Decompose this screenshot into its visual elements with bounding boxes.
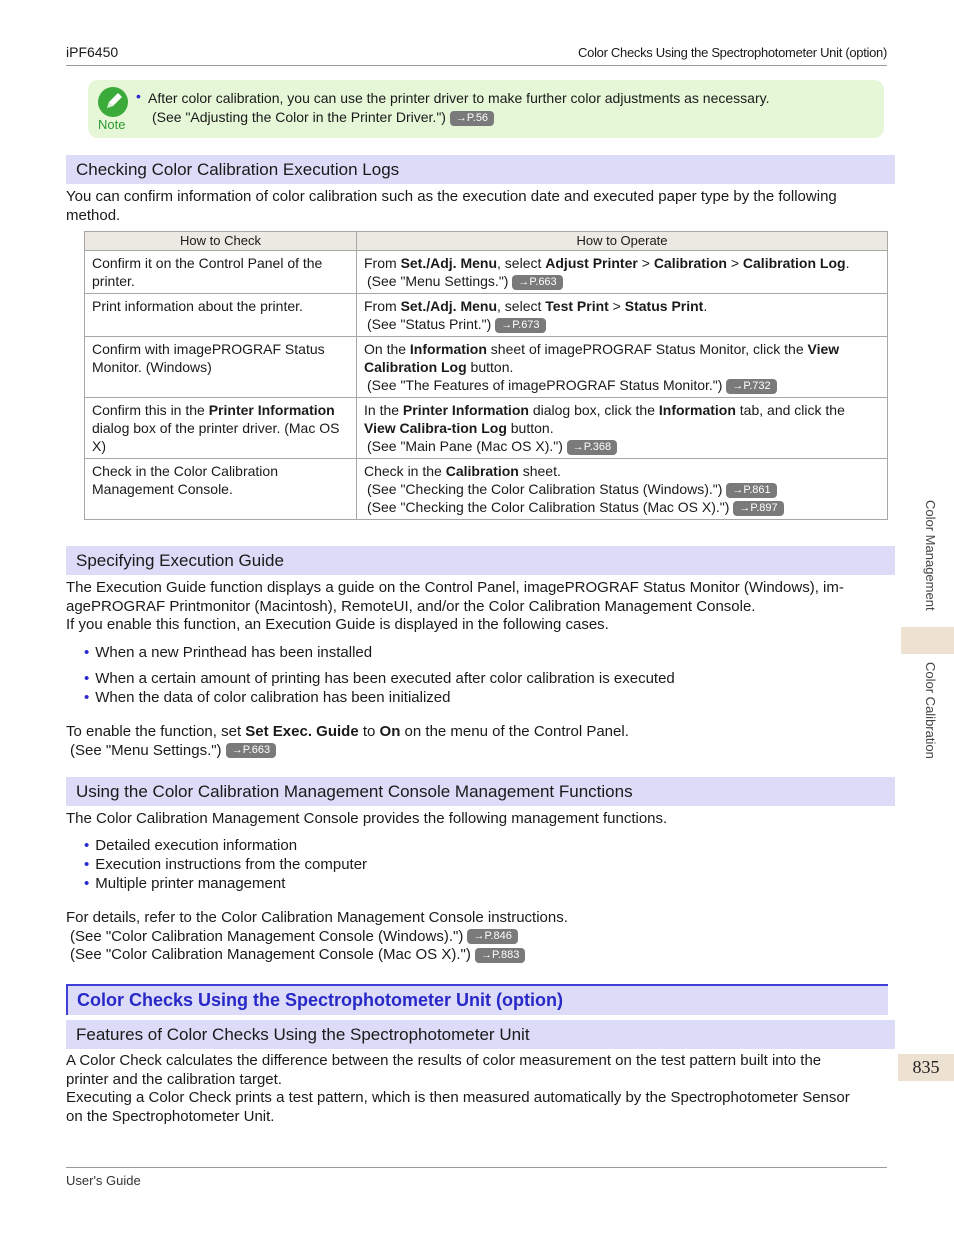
table-cell	[357, 251, 888, 294]
section-heading: Features of Color Checks Using the Spectrophotometer Unit	[66, 1020, 895, 1049]
side-tab-color-management[interactable]: Color Management	[923, 500, 938, 611]
table-cell: Confirm with imagePROGRAF Status Monitor. (Windows)	[85, 337, 357, 398]
table-row	[85, 337, 888, 398]
note-text: After color calibration, you can use the printer driver to make further color adjustments as necessary.	[148, 90, 770, 106]
body-line: If you enable this function, an Execution Guide is displayed in the following cases.	[66, 616, 609, 633]
calibration-log-table	[84, 231, 888, 520]
operation-text: In the Printer Information dialog box, click the Information tab, and click the View Calibra-tion Log button.	[364, 402, 845, 436]
column-header: How to Check	[85, 232, 357, 251]
body-line: To enable the function, set Set Exec. Guide to On on the menu of the Control Panel.	[66, 723, 629, 740]
details-block	[66, 909, 886, 965]
page-reference-link[interactable]: →P.663	[226, 743, 276, 758]
operation-text: On the Information sheet of imagePROGRAF Status Monitor, click the View Calibration Log button.	[364, 341, 840, 375]
operation-text: From Set./Adj. Menu, select Test Print > Status Print.	[364, 298, 708, 314]
note-reference	[152, 109, 494, 126]
reference-line: (See "Checking the Color Calibration Status (Mac OS X).") →P.897	[364, 498, 880, 516]
list-item: • Detailed execution information	[84, 837, 298, 854]
bullet-icon: •	[84, 837, 90, 854]
header-divider	[66, 65, 887, 66]
operation-text: From Set./Adj. Menu, select Adjust Printer > Calibration > Calibration Log.	[364, 255, 850, 271]
list-item: • Multiple printer management	[84, 875, 286, 892]
bullet-icon: •	[136, 88, 141, 104]
table-cell	[357, 294, 888, 337]
pencil-icon	[98, 87, 128, 117]
footer-divider	[66, 1167, 887, 1168]
reference-line: (See "Menu Settings.") →P.663	[66, 742, 886, 761]
reference-line: (See "Main Pane (Mac OS X).") →P.368	[364, 437, 880, 455]
bullet-icon: •	[84, 856, 90, 873]
note-reference-text: (See "Adjusting the Color in the Printer Driver.")	[152, 109, 446, 125]
body-line: printer and the calibration target.	[66, 1070, 282, 1088]
page-reference-link[interactable]: →P.663	[512, 275, 562, 290]
page-reference-link[interactable]: →P.846	[467, 929, 517, 944]
side-tab-active-band	[901, 627, 954, 654]
page-number: 835	[898, 1054, 954, 1081]
side-tab-color-calibration[interactable]: Color Calibration	[923, 662, 938, 759]
table-row	[85, 251, 888, 294]
chapter-heading: Color Checks Using the Spectrophotometer Unit (option)	[66, 984, 888, 1015]
enable-instructions	[66, 723, 886, 760]
reference-line: (See "Menu Settings.") →P.663	[364, 272, 880, 290]
table-cell	[357, 459, 888, 520]
list-item: • When the data of color calibration has been initialized	[84, 689, 451, 706]
bullet-icon: •	[84, 670, 90, 687]
page-reference-link[interactable]: →P.883	[475, 948, 525, 963]
section-heading: Checking Color Calibration Execution Logs	[66, 155, 895, 184]
bullet-icon: •	[84, 875, 90, 892]
list-item: • Execution instructions from the computer	[84, 856, 368, 873]
table-header-row	[85, 232, 888, 251]
table-row	[85, 398, 888, 459]
bullet-icon: •	[84, 689, 90, 706]
section-intro: The Color Calibration Management Console provides the following management functions.	[66, 810, 668, 827]
page-reference-link[interactable]: →P.732	[726, 379, 776, 394]
operation-text: Check in the Calibration sheet.	[364, 463, 561, 479]
reference-line: (See "Status Print.") →P.673	[364, 315, 880, 333]
intro-line: You can confirm information of color calibration such as the execution date and executed paper type by the following	[66, 188, 837, 205]
table-cell	[357, 398, 888, 459]
table-cell: Confirm it on the Control Panel of the printer.	[85, 251, 357, 294]
section-intro	[66, 188, 886, 225]
list-item: • When a new Printhead has been installed	[84, 644, 373, 661]
body-line: A Color Check calculates the difference between the results of color measurement on the test pattern built into the	[66, 1052, 822, 1069]
list-item: • When a certain amount of printing has been executed after color calibration is executed	[84, 670, 675, 687]
page-reference-link[interactable]: →P.861	[726, 483, 776, 498]
reference-line: (See "Checking the Color Calibration Status (Windows).") →P.861	[364, 480, 880, 498]
column-header: How to Operate	[357, 232, 888, 251]
table-row	[85, 294, 888, 337]
page-reference-link[interactable]: →P.673	[495, 318, 545, 333]
reference-line: (See "Color Calibration Management Console (Mac OS X).") →P.883	[66, 946, 886, 965]
note-label: Note	[98, 117, 126, 132]
footer-text: User's Guide	[66, 1173, 141, 1188]
page-reference-link[interactable]: →P.897	[733, 501, 783, 516]
table-cell	[357, 337, 888, 398]
body-line: The Execution Guide function displays a guide on the Control Panel, imagePROGRAF Status Monitor (Windows), im-	[66, 579, 844, 596]
table-cell: Print information about the printer.	[85, 294, 357, 337]
body-line: on the Spectrophotometer Unit.	[66, 1107, 275, 1125]
table-cell: Confirm this in the Printer Information dialog box of the printer driver. (Mac OS X)	[85, 398, 357, 459]
section-body	[66, 1052, 888, 1126]
page-reference-link[interactable]: →P.56	[450, 111, 494, 126]
section-heading: Using the Color Calibration Management Console Management Functions	[66, 777, 895, 806]
body-line: Executing a Color Check prints a test pattern, which is then measured automatically by the Spectrophotometer Sensor	[66, 1089, 850, 1106]
table-cell: Check in the Color Calibration Management Console.	[85, 459, 357, 520]
page-reference-link[interactable]: →P.368	[567, 440, 617, 455]
table-row	[85, 459, 888, 520]
reference-line: (See "Color Calibration Management Console (Windows).") →P.846	[66, 928, 886, 947]
section-heading: Specifying Execution Guide	[66, 546, 895, 575]
bullet-icon: •	[84, 644, 90, 661]
body-line: For details, refer to the Color Calibration Management Console instructions.	[66, 909, 568, 926]
header-chapter: Color Checks Using the Spectrophotometer Unit (option)	[578, 45, 887, 60]
intro-line: method.	[66, 206, 121, 224]
body-line: agePROGRAF Printmonitor (Macintosh), RemoteUI, and/or the Color Calibration Management Console.	[66, 597, 756, 615]
reference-line: (See "The Features of imagePROGRAF Status Monitor.") →P.732	[364, 376, 880, 394]
section-body	[66, 579, 886, 635]
header-model: iPF6450	[66, 44, 119, 60]
